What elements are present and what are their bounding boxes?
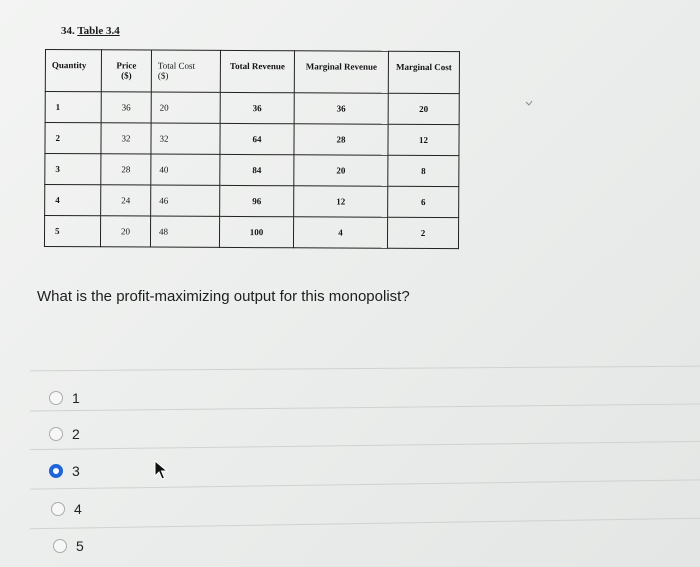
question-text: What is the profit-maximizing output for this monopolist?	[37, 288, 410, 305]
mouse-pointer-arrow-icon	[152, 459, 170, 481]
cell-price: 20	[100, 216, 150, 247]
cell-price: 36	[101, 92, 151, 123]
option-label: 4	[74, 501, 82, 517]
divider	[30, 518, 700, 530]
radio-button[interactable]	[51, 502, 65, 516]
cell-marginal-cost: 20	[388, 93, 459, 124]
table-caption-number: 34.	[61, 25, 75, 37]
cell-quantity: 5	[44, 216, 100, 247]
header-total-cost-line2: ($)	[157, 70, 169, 81]
cell-marginal-revenue: 36	[294, 93, 388, 124]
cell-total-revenue: 100	[219, 216, 293, 247]
cell-total-revenue: 64	[220, 123, 294, 154]
cell-price: 32	[101, 123, 151, 154]
cell-total-revenue: 84	[220, 154, 294, 185]
table-row	[45, 154, 459, 187]
option-label: 3	[72, 463, 80, 479]
option-label: 1	[72, 390, 80, 406]
header-total-cost	[151, 50, 220, 92]
header-total-revenue: Total Revenue	[220, 50, 294, 92]
cell-marginal-revenue: 20	[294, 155, 388, 186]
cell-marginal-cost: 6	[388, 186, 459, 217]
cell-price: 24	[101, 185, 151, 216]
header-price-line1: Price	[116, 60, 137, 71]
table-row	[44, 216, 458, 249]
header-price	[101, 50, 151, 92]
table-row	[45, 123, 459, 156]
cell-total-cost: 20	[151, 92, 220, 123]
economics-table	[44, 49, 460, 249]
cell-total-cost: 32	[151, 123, 220, 154]
radio-button[interactable]	[53, 539, 67, 553]
cell-marginal-cost: 12	[388, 124, 459, 155]
cell-marginal-revenue: 4	[293, 217, 387, 248]
header-quantity: Quantity	[45, 50, 101, 92]
radio-button-selected[interactable]	[49, 464, 63, 478]
cell-price: 28	[101, 154, 151, 185]
cell-marginal-revenue: 12	[294, 186, 388, 217]
header-marginal-cost: Marginal Cost	[388, 51, 459, 93]
divider	[30, 441, 700, 450]
option-3[interactable]	[49, 463, 80, 479]
cell-marginal-revenue: 28	[294, 124, 388, 155]
cell-total-cost: 40	[151, 154, 220, 185]
divider	[30, 403, 700, 411]
cell-marginal-cost: 8	[388, 155, 459, 186]
option-5[interactable]	[53, 538, 84, 554]
radio-button[interactable]	[49, 391, 63, 405]
header-total-cost-line1: Total Cost	[157, 60, 196, 71]
stray-mark-icon	[525, 100, 533, 108]
cell-quantity: 1	[45, 92, 101, 123]
option-2[interactable]	[49, 426, 80, 442]
cell-quantity: 2	[45, 123, 101, 154]
cell-total-revenue: 36	[220, 92, 294, 123]
divider	[30, 366, 700, 372]
radio-button[interactable]	[49, 427, 63, 441]
cell-total-revenue: 96	[220, 185, 294, 216]
header-marginal-revenue: Marginal Revenue	[294, 51, 388, 93]
cell-total-cost: 46	[151, 185, 220, 216]
table-caption	[61, 25, 120, 37]
table-row	[45, 92, 459, 125]
table-row	[45, 185, 459, 218]
header-price-line2: ($)	[121, 70, 132, 81]
table-caption-title: Table 3.4	[77, 25, 120, 37]
option-1[interactable]	[49, 390, 80, 406]
divider	[30, 479, 700, 489]
cell-quantity: 4	[45, 185, 101, 216]
option-4[interactable]	[51, 501, 82, 517]
table-header-row	[45, 50, 459, 94]
cell-quantity: 3	[45, 154, 101, 185]
option-label: 5	[76, 538, 84, 554]
option-label: 2	[72, 426, 80, 442]
cell-total-cost: 48	[150, 216, 219, 247]
cell-marginal-cost: 2	[387, 217, 458, 248]
